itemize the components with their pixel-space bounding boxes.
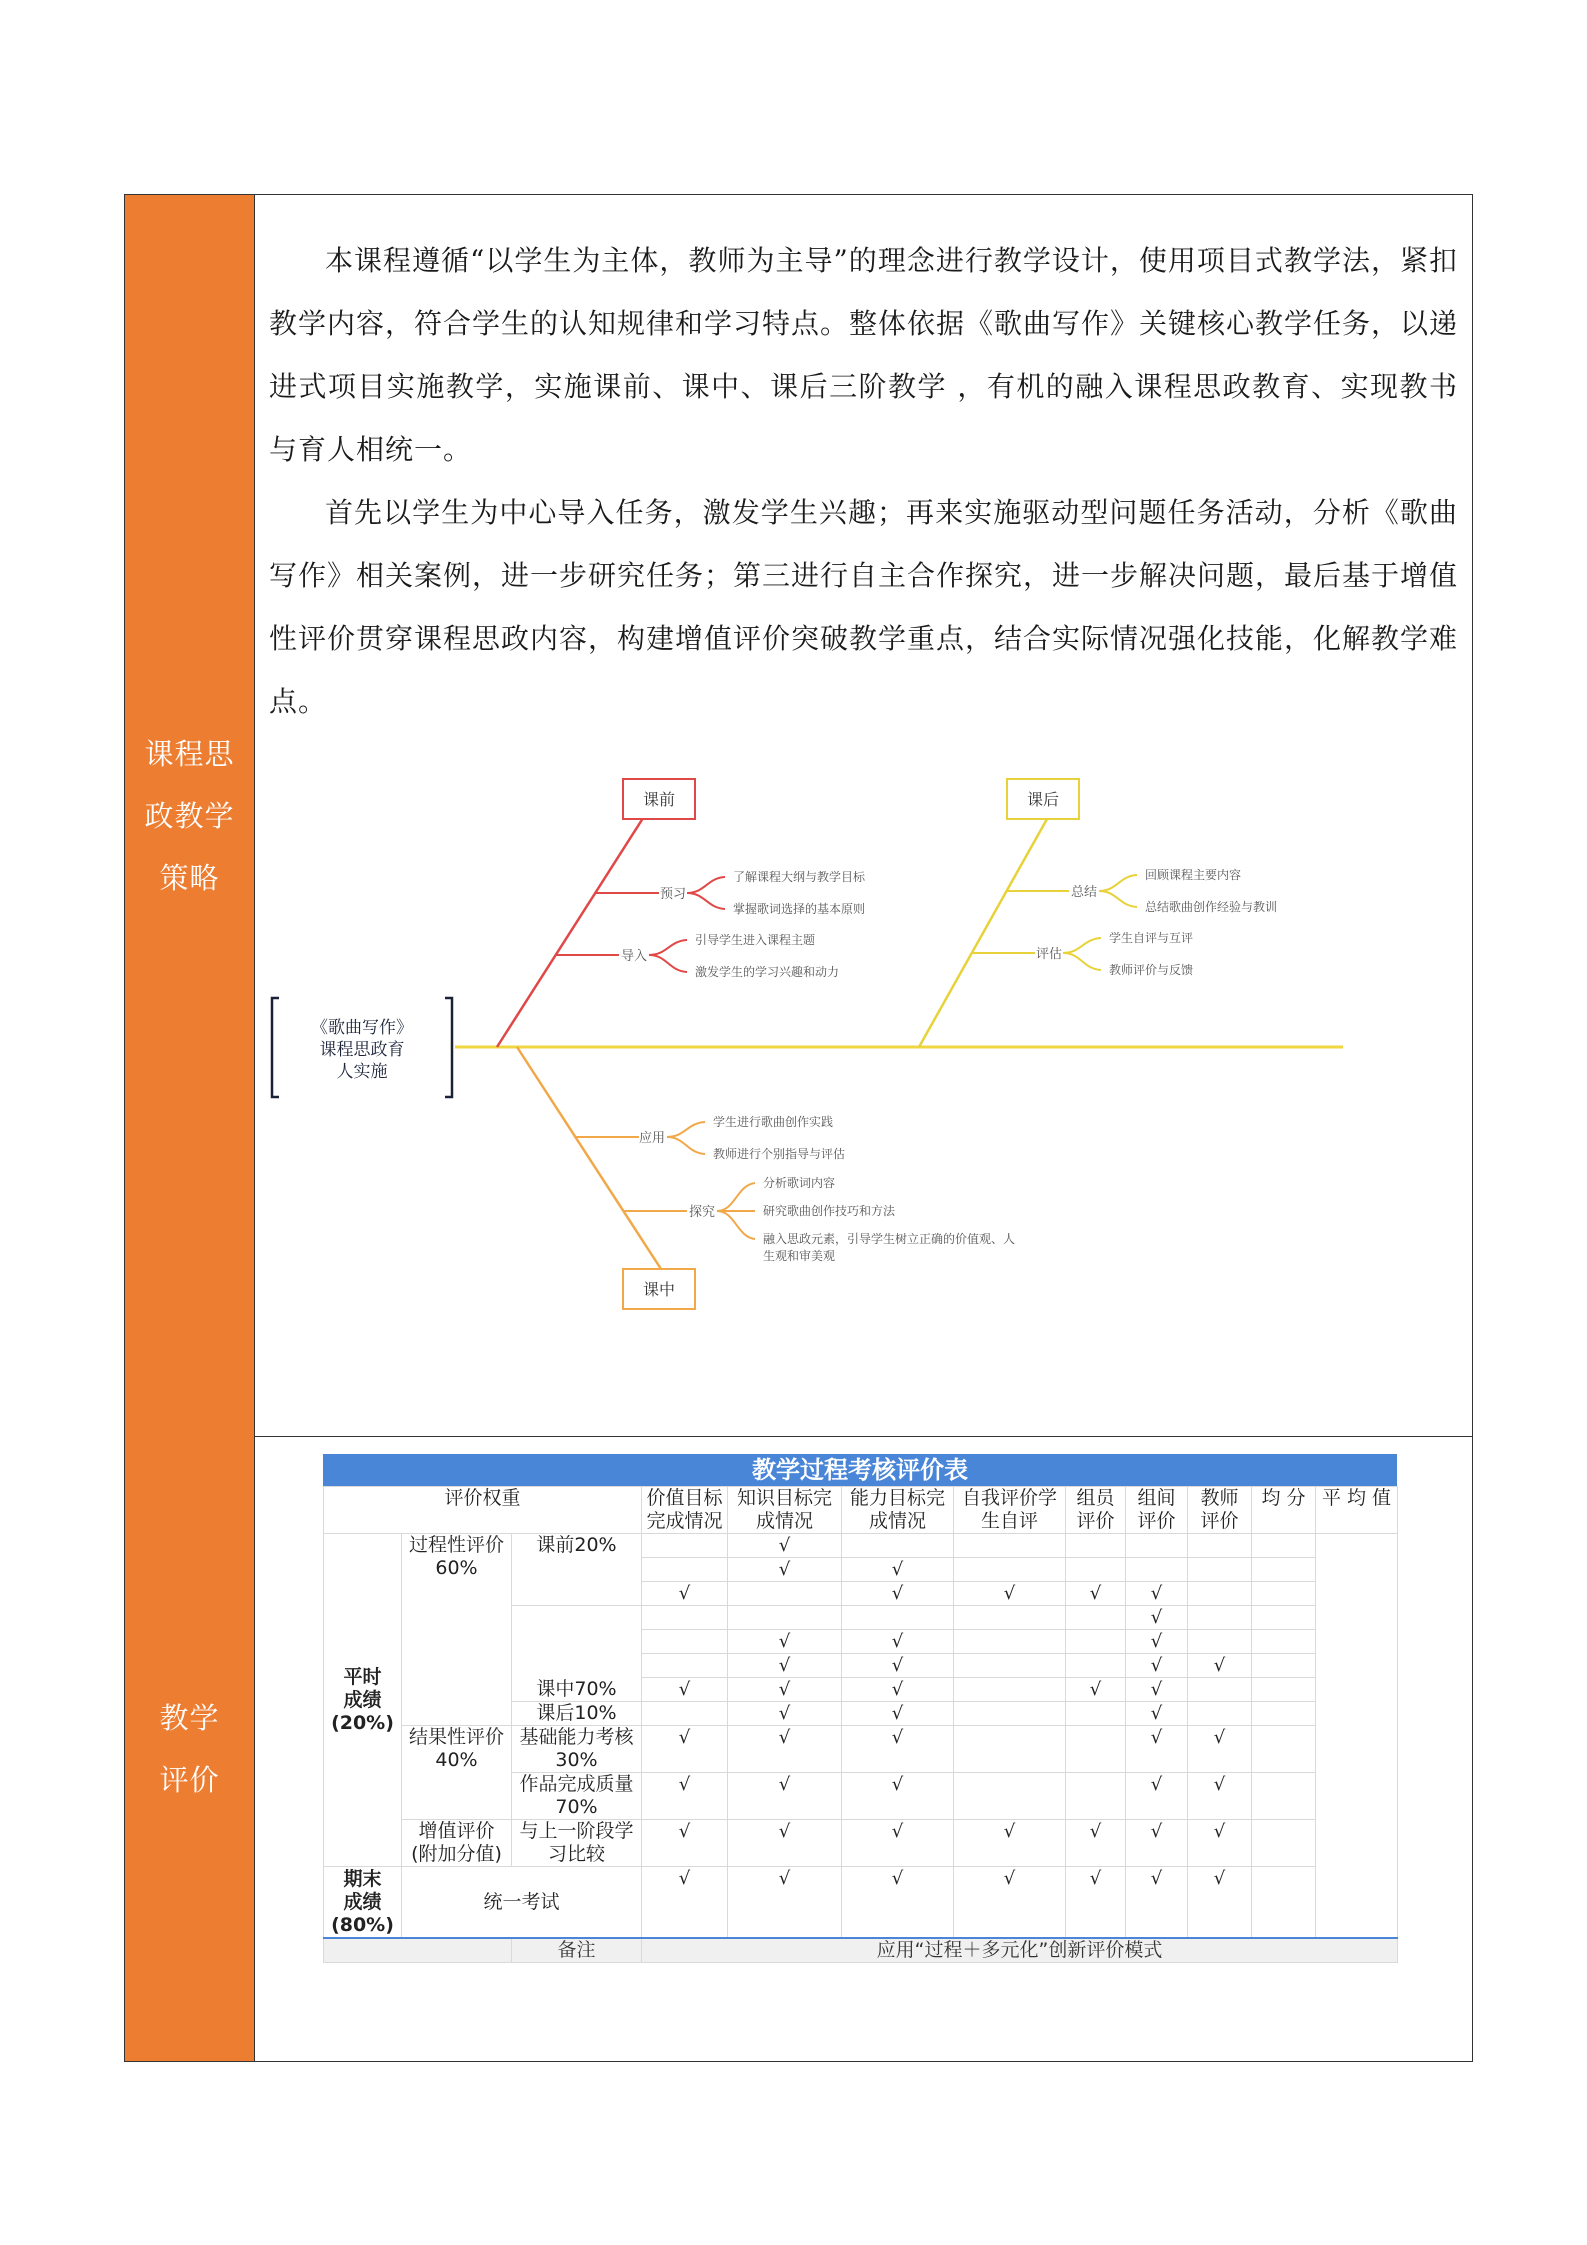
cell-text: 课后10%: [536, 1702, 617, 1724]
group-result: [402, 1726, 512, 1820]
cell-text: 评价权重: [444, 1487, 521, 1509]
cell-text: 结果性评价: [408, 1726, 504, 1748]
branch-after: [919, 779, 1137, 1047]
cell-text: 完成情况: [646, 1510, 723, 1532]
evaluation-label-line: 教学: [159, 1700, 220, 1735]
table-row: [324, 1534, 1398, 1558]
note-empty: [324, 1938, 512, 1963]
group-item: 掌握歌词选择的基本原则: [733, 902, 866, 916]
empty-cell: [1066, 1654, 1126, 1678]
empty-cell: [954, 1558, 1066, 1582]
cell-text: (20%): [331, 1711, 394, 1734]
evaluation-content: [255, 1436, 1472, 2061]
check-mark: [842, 1820, 954, 1867]
strategy-row: [125, 195, 1472, 1437]
cell-text: √: [1150, 1868, 1163, 1889]
cell-text: 成情况: [755, 1510, 813, 1532]
check-mark: [842, 1654, 954, 1678]
cell-text: 组间: [1137, 1487, 1176, 1509]
check-mark: [1126, 1726, 1188, 1773]
check-mark: [842, 1558, 954, 1582]
evaluation-label: [140, 1687, 240, 1811]
cell-text: 评价: [1137, 1510, 1176, 1532]
header-cell: [1316, 1487, 1398, 1534]
check-mark: [1126, 1606, 1188, 1630]
cell-text: 习比较: [547, 1843, 605, 1865]
cell-text: √: [1213, 1868, 1226, 1889]
evaluation-row: [125, 1436, 1472, 2061]
check-mark: [642, 1820, 728, 1867]
cell-text: √: [1089, 1583, 1102, 1604]
check-mark: [1126, 1867, 1188, 1939]
empty-cell: [642, 1534, 728, 1558]
cell-text: √: [1003, 1868, 1016, 1889]
branch-title-during: 课中: [642, 1280, 676, 1299]
group-process: [402, 1534, 512, 1726]
check-mark: [1126, 1630, 1188, 1654]
header-cell: [728, 1487, 842, 1534]
avg-cell: [1252, 1654, 1316, 1678]
check-mark: [728, 1534, 842, 1558]
cell-text: 备注: [557, 1939, 596, 1961]
cell-text: √: [1150, 1583, 1163, 1604]
group-works: [512, 1773, 642, 1820]
cell-text: 评价: [1076, 1510, 1115, 1532]
avg-cell: [1252, 1534, 1316, 1558]
header-cell: [642, 1487, 728, 1534]
group-item: 融入思政元素，引导学生树立正确的价值观、人: [763, 1232, 1016, 1246]
cell-text: √: [1213, 1727, 1226, 1748]
empty-cell: [1188, 1582, 1252, 1606]
cell-text: 70%: [555, 1796, 598, 1818]
empty-cell: [954, 1630, 1066, 1654]
cell-text: √: [778, 1703, 791, 1724]
cell-text: √: [678, 1774, 691, 1795]
cell-text: 期末: [343, 1867, 382, 1890]
group-before: [512, 1534, 642, 1606]
check-mark: [1188, 1773, 1252, 1820]
empty-cell: [1188, 1558, 1252, 1582]
empty-cell: [642, 1630, 728, 1654]
empty-cell: [728, 1606, 842, 1630]
cell-text: 评价: [1200, 1510, 1239, 1532]
header-cell: [1066, 1487, 1126, 1534]
check-mark: [842, 1773, 954, 1820]
cell-text: √: [678, 1727, 691, 1748]
cell-text: 课中70%: [536, 1678, 617, 1700]
empty-cell: [642, 1702, 728, 1726]
empty-cell: [1188, 1534, 1252, 1558]
cell-text: √: [778, 1774, 791, 1795]
group-label: 评估: [1035, 947, 1063, 962]
evaluation-table-title: 教学过程考核评价表: [323, 1454, 1397, 1486]
empty-cell: [954, 1654, 1066, 1678]
cell-text: √: [1150, 1655, 1163, 1676]
group-label: 预习: [659, 887, 687, 902]
table-row: [324, 1820, 1398, 1867]
table-note-row: [324, 1938, 1398, 1963]
cell-text: 自我评价学: [961, 1487, 1057, 1509]
check-mark: [1066, 1678, 1126, 1702]
check-mark: [1126, 1582, 1188, 1606]
cell-text: 过程性评价: [408, 1534, 504, 1556]
empty-cell: [642, 1558, 728, 1582]
check-mark: [842, 1726, 954, 1773]
empty-cell: [842, 1534, 954, 1558]
cell-text: √: [891, 1727, 904, 1748]
note-text: [642, 1938, 1398, 1963]
cell-text: √: [1213, 1655, 1226, 1676]
header-weight: [324, 1487, 642, 1534]
table-header-row: [324, 1487, 1398, 1534]
cell-text: 与上一阶段学: [519, 1820, 634, 1842]
cell-text: 应用“过程＋多元化”创新评价模式: [876, 1939, 1163, 1961]
group-item: 回顾课程主要内容: [1145, 868, 1242, 882]
check-mark: [1066, 1867, 1126, 1939]
group-item: 教师评价与反馈: [1109, 963, 1194, 977]
cell-text: 课前20%: [536, 1534, 617, 1556]
group-basic: [512, 1726, 642, 1773]
cell-text: √: [778, 1821, 791, 1842]
cell-text: √: [1150, 1703, 1163, 1724]
header-cell: [954, 1487, 1066, 1534]
avg-cell: [1252, 1773, 1316, 1820]
cell-text: √: [891, 1583, 904, 1604]
cell-text: 价值目标: [646, 1487, 723, 1509]
group-label: 总结: [1070, 885, 1098, 900]
avg-cell: [1252, 1702, 1316, 1726]
check-mark: [1126, 1702, 1188, 1726]
cell-text: (80%): [331, 1913, 394, 1936]
empty-cell: [1066, 1630, 1126, 1654]
group-during: [512, 1606, 642, 1702]
cell-text: √: [1150, 1821, 1163, 1842]
strategy-paragraph-1: 本课程遵循“以学生为主体，教师为主导”的理念进行教学设计，使用项目式教学法，紧扣教学内容，符合学生的认知规律和学习特点。整体依据《歌曲写作》关键核心教学任务，以递进式项目实施教学，实施课前、课中、课后三阶教学 ，有机的融入课程思政教育、实现教书与育人相统一。: [269, 244, 1459, 466]
check-mark: [642, 1726, 728, 1773]
empty-cell: [954, 1702, 1066, 1726]
cell-text: 30%: [555, 1749, 598, 1771]
avg-cell: [1252, 1867, 1316, 1939]
empty-cell: [1066, 1534, 1126, 1558]
check-mark: [728, 1726, 842, 1773]
diagram-head-line: 人实施: [336, 1062, 388, 1082]
empty-cell: [642, 1654, 728, 1678]
cell-text: √: [891, 1631, 904, 1652]
cell-text: 成绩: [343, 1890, 382, 1913]
cell-text: √: [891, 1703, 904, 1724]
empty-cell: [728, 1582, 842, 1606]
avg-cell: [1252, 1606, 1316, 1630]
strategy-label-line: 政教学: [144, 798, 235, 833]
table-row: [324, 1726, 1398, 1773]
check-mark: [842, 1702, 954, 1726]
empty-cell: [1126, 1534, 1188, 1558]
group-label: 探究: [688, 1205, 716, 1220]
evaluation-table: [323, 1486, 1398, 1963]
check-mark: [728, 1558, 842, 1582]
avg-cell: [1252, 1582, 1316, 1606]
header-cell: [1126, 1487, 1188, 1534]
cell-text: √: [778, 1727, 791, 1748]
group-regular: [324, 1534, 402, 1867]
empty-cell: [954, 1534, 1066, 1558]
check-mark: [1188, 1654, 1252, 1678]
empty-cell: [642, 1606, 728, 1630]
cell-text: 40%: [435, 1749, 478, 1771]
check-mark: [728, 1820, 842, 1867]
empty-cell: [1066, 1558, 1126, 1582]
cell-text: √: [678, 1583, 691, 1604]
empty-cell: [954, 1678, 1066, 1702]
group-item: 总结歌曲创作经验与教训: [1145, 900, 1278, 914]
strategy-label: [140, 723, 240, 909]
cell-text: (附加分值): [411, 1843, 502, 1865]
group-compare: [512, 1820, 642, 1867]
check-mark: [1188, 1867, 1252, 1939]
cell-text: √: [891, 1679, 904, 1700]
empty-cell: [1066, 1606, 1126, 1630]
cell-text: 成绩: [343, 1688, 382, 1711]
evaluation-label-cell: [125, 1436, 255, 2061]
branch-title-after: 课后: [1026, 790, 1060, 809]
fishbone-diagram: [255, 775, 1355, 1375]
group-item: 引导学生进入课程主题: [695, 933, 816, 947]
group-item: 研究歌曲创作技巧和方法: [763, 1204, 896, 1218]
avg-cell: [1252, 1820, 1316, 1867]
check-mark: [1126, 1820, 1188, 1867]
diagram-head: [272, 998, 452, 1097]
check-mark: [1188, 1726, 1252, 1773]
check-mark: [728, 1867, 842, 1939]
group-final: [324, 1867, 402, 1939]
empty-cell: [842, 1606, 954, 1630]
check-mark: [642, 1582, 728, 1606]
group-item: 激发学生的学习兴趣和动力: [695, 965, 840, 979]
cell-text: √: [891, 1774, 904, 1795]
empty-cell: [1066, 1773, 1126, 1820]
cell-text: 作品完成质量: [519, 1773, 634, 1795]
check-mark: [954, 1820, 1066, 1867]
group-item: 教师进行个别指导与评估: [713, 1147, 846, 1161]
group-item: 学生进行歌曲创作实践: [713, 1115, 834, 1129]
mean-cell: [1316, 1534, 1398, 1939]
header-cell: [1188, 1487, 1252, 1534]
group-item: 了解课程大纲与教学目标: [733, 870, 866, 884]
group-after: [512, 1702, 642, 1726]
cell-text: √: [1213, 1774, 1226, 1795]
cell-text: 基础能力考核: [519, 1726, 634, 1748]
evaluation-label-line: 评价: [159, 1762, 220, 1797]
avg-cell: [1252, 1726, 1316, 1773]
empty-cell: [954, 1726, 1066, 1773]
cell-text: √: [1003, 1583, 1016, 1604]
check-mark: [1126, 1773, 1188, 1820]
cell-text: 均 分: [1261, 1487, 1306, 1509]
check-mark: [642, 1678, 728, 1702]
empty-cell: [1188, 1702, 1252, 1726]
cell-text: √: [1089, 1821, 1102, 1842]
strategy-label-line: 课程思: [144, 736, 235, 771]
check-mark: [642, 1867, 728, 1939]
empty-cell: [954, 1606, 1066, 1630]
group-item: 生观和审美观: [763, 1249, 836, 1263]
group-added: [402, 1820, 512, 1867]
header-cell: [1252, 1487, 1316, 1534]
empty-cell: [1188, 1630, 1252, 1654]
check-mark: [728, 1678, 842, 1702]
group-item: 分析歌词内容: [763, 1176, 836, 1190]
check-mark: [1066, 1582, 1126, 1606]
check-mark: [728, 1630, 842, 1654]
check-mark: [728, 1773, 842, 1820]
cell-text: √: [1150, 1607, 1163, 1628]
check-mark: [842, 1678, 954, 1702]
check-mark: [1126, 1678, 1188, 1702]
check-mark: [642, 1773, 728, 1820]
cell-text: √: [778, 1535, 791, 1556]
cell-text: √: [678, 1679, 691, 1700]
cell-text: 组员: [1076, 1487, 1115, 1509]
group-item: 学生自评与互评: [1109, 931, 1194, 945]
check-mark: [954, 1582, 1066, 1606]
check-mark: [1126, 1654, 1188, 1678]
cell-text: √: [891, 1559, 904, 1580]
cell-text: √: [1089, 1868, 1102, 1889]
cell-text: 知识目标完: [736, 1487, 832, 1509]
branch-before: [497, 779, 725, 1047]
diagram-head-line: 《歌曲写作》: [311, 1018, 413, 1038]
strategy-label-cell: [125, 195, 255, 1436]
cell-text: 平时: [343, 1665, 382, 1688]
cell-text: √: [1150, 1679, 1163, 1700]
strategy-content: [255, 195, 1472, 1436]
empty-cell: [954, 1773, 1066, 1820]
group-label: 应用: [638, 1131, 666, 1146]
cell-text: 增值评价: [418, 1820, 495, 1842]
avg-cell: [1252, 1558, 1316, 1582]
branch-title-before: 课前: [642, 790, 676, 809]
cell-text: √: [678, 1821, 691, 1842]
cell-text: 生自评: [980, 1510, 1038, 1532]
check-mark: [954, 1867, 1066, 1939]
evaluation-table-wrap: [323, 1454, 1397, 1963]
cell-text: √: [1213, 1821, 1226, 1842]
avg-cell: [1252, 1678, 1316, 1702]
cell-text: 平 均 值: [1321, 1487, 1392, 1509]
check-mark: [728, 1702, 842, 1726]
cell-text: √: [778, 1679, 791, 1700]
strategy-label-line: 策略: [159, 860, 220, 895]
cell-text: 教师: [1200, 1487, 1239, 1509]
empty-cell: [1126, 1558, 1188, 1582]
group-exam: [402, 1867, 642, 1939]
cell-text: 60%: [435, 1557, 478, 1579]
cell-text: √: [891, 1821, 904, 1842]
check-mark: [1188, 1820, 1252, 1867]
strategy-paragraph-2: 首先以学生为中心导入任务，激发学生兴趣；再来实施驱动型问题任务活动，分析《歌曲写作》相关案例，进一步研究任务；第三进行自主合作探究，进一步解决问题，最后基于增值性评价贯穿课程思政内容，构建增值评价突破教学重点，结合实际情况强化技能，化解教学难点。: [269, 496, 1459, 718]
empty-cell: [1066, 1726, 1126, 1773]
cell-text: √: [778, 1559, 791, 1580]
branch-during: [517, 1047, 755, 1309]
empty-cell: [1188, 1606, 1252, 1630]
empty-cell: [1188, 1678, 1252, 1702]
check-mark: [842, 1630, 954, 1654]
header-cell: [842, 1487, 954, 1534]
cell-text: 能力目标完: [849, 1487, 945, 1509]
check-mark: [728, 1654, 842, 1678]
check-mark: [1066, 1820, 1126, 1867]
cell-text: √: [1003, 1821, 1016, 1842]
cell-text: √: [778, 1868, 791, 1889]
document-table: [124, 194, 1473, 2062]
cell-text: 成情况: [868, 1510, 926, 1532]
cell-text: √: [1150, 1774, 1163, 1795]
cell-text: √: [1089, 1679, 1102, 1700]
note-label: [512, 1938, 642, 1963]
table-row: [324, 1867, 1398, 1939]
avg-cell: [1252, 1630, 1316, 1654]
cell-text: √: [891, 1868, 904, 1889]
cell-text: √: [678, 1868, 691, 1889]
empty-cell: [1066, 1702, 1126, 1726]
cell-text: √: [1150, 1631, 1163, 1652]
cell-text: √: [778, 1655, 791, 1676]
cell-text: 统一考试: [483, 1890, 560, 1913]
diagram-head-line: 课程思政育: [319, 1040, 405, 1060]
group-label: 导入: [620, 949, 648, 964]
cell-text: √: [891, 1655, 904, 1676]
cell-text: √: [1150, 1727, 1163, 1748]
cell-text: √: [778, 1631, 791, 1652]
check-mark: [842, 1582, 954, 1606]
check-mark: [842, 1867, 954, 1939]
